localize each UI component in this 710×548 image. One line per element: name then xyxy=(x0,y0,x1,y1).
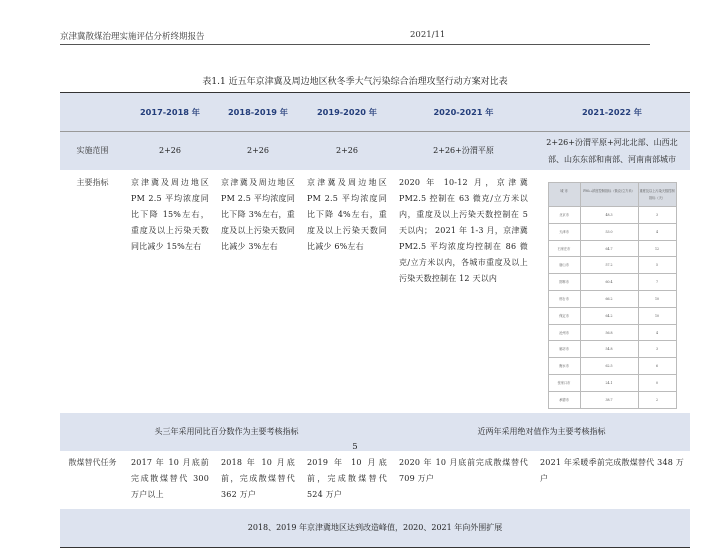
footer-note: 2018、2019 年京津冀地区达到改造峰值，2020、2021 年向外围扩展 xyxy=(60,509,690,548)
mini-header-row xyxy=(548,183,676,207)
replacement-cell: 2017 年 10 月底前完成散煤替代 300 万户以上 xyxy=(131,457,209,499)
year-header-2019: 2019-2020 年 xyxy=(301,93,393,132)
mini-table-cell: 石家庄市 xyxy=(548,240,580,257)
header-title: 京津冀散煤治理实施评估分析终期报告 xyxy=(60,32,205,42)
mini-table-cell: 10 xyxy=(638,290,676,307)
comparison-table xyxy=(60,92,690,548)
mini-table-cell: 62.5 xyxy=(580,358,638,375)
mini-table-row xyxy=(548,358,676,375)
mini-table-cell: 4 xyxy=(638,223,676,240)
year-header-2021: 2021-2022 年 xyxy=(534,93,690,132)
header-date: 2021/11 xyxy=(410,30,446,40)
mini-table-cell: 北京市 xyxy=(548,207,580,224)
mini-header-cell: 重度及以上污染天数控制指标（天） xyxy=(638,183,676,207)
mini-table-cell: 24.1 xyxy=(580,374,638,391)
mini-table-cell: 66.2 xyxy=(580,290,638,307)
mini-table-cell: 保定市 xyxy=(548,307,580,324)
mini-table-cell: 唐山市 xyxy=(548,257,580,274)
mini-table-cell: 邢台市 xyxy=(548,290,580,307)
mini-table-row xyxy=(548,341,676,358)
indicator-cell: 京津冀及周边地区 PM 2.5 平均浓度同比下降 15%左右，重度及以上污染天数同比减少 15%左右 xyxy=(131,178,209,251)
mini-table-cell: 10 xyxy=(638,307,676,324)
mini-table-row xyxy=(548,274,676,291)
replacement-cell: 2021 年采暖季前完成散煤替代 348 万户 xyxy=(540,457,684,483)
mini-table-cell: 5 xyxy=(638,257,676,274)
mini-table-cell: 54.8 xyxy=(580,341,638,358)
scope-cell: 2+26 xyxy=(215,132,301,171)
mini-table-cell: 邯郸市 xyxy=(548,274,580,291)
mini-table-cell: 2 xyxy=(638,391,676,408)
mini-table-cell: 张家口市 xyxy=(548,374,580,391)
mini-table-row xyxy=(548,290,676,307)
indicator-mini-table-cell xyxy=(534,170,690,413)
mini-table-cell: 承德市 xyxy=(548,391,580,408)
scope-cell: 2+26+汾渭平原 xyxy=(393,132,534,171)
scope-cell: 2+26 xyxy=(301,132,393,171)
row-label: 散煤替代任务 xyxy=(68,457,117,467)
mini-table-cell: 57.2 xyxy=(580,257,638,274)
scope-cell: 2+26 xyxy=(125,132,215,171)
row-label: 实施范围 xyxy=(60,132,125,171)
mini-table-cell: 3 xyxy=(638,207,676,224)
indicator-cell: 2020 年 10-12 月，京津冀 PM2.5 控制在 63 微克/立方米以内，重度及以上污染天数控制在 5 天以内； 2021 年 1-3 月，京津冀 PM2.5 平均浓度均控制在 86 微克/立方米以内，各城市重度及以上污染天数控制在 12 天以内 xyxy=(399,178,528,283)
assessment-note-left: 头三年采用同比百分数作为主要考核指标 xyxy=(60,413,393,451)
mini-header-cell: 城 市 xyxy=(548,183,580,207)
mini-table-row xyxy=(548,257,676,274)
mini-table-cell: 廊坊市 xyxy=(548,341,580,358)
indicator-cell: 京津冀及周边地区 PM 2.5 平均浓度同比下降 3%左右，重度及以上污染天数同比减少 3%左右 xyxy=(221,178,295,251)
mini-table-cell: 6 xyxy=(638,358,676,375)
mini-table-row xyxy=(548,374,676,391)
replacement-row xyxy=(60,451,690,509)
mini-table-cell: 38.7 xyxy=(580,391,638,408)
year-header-2017: 2017-2018 年 xyxy=(125,93,215,132)
running-header xyxy=(60,30,650,45)
mini-table-cell: 48.3 xyxy=(580,207,638,224)
mini-table-cell: 64.7 xyxy=(580,240,638,257)
replacement-cell: 2019 年 10 月底前，完成散煤替代 524 万户 xyxy=(307,457,387,499)
mini-table-cell: 沧州市 xyxy=(548,324,580,341)
year-header-2020: 2020-2021 年 xyxy=(393,93,534,132)
corner-cell xyxy=(60,93,125,132)
mini-table-cell: 60.4 xyxy=(580,274,638,291)
table-caption: 表1.1 近五年京津冀及周边地区秋冬季大气污染综合治理攻坚行动方案对比表 xyxy=(202,77,508,87)
row-label: 主要指标 xyxy=(76,178,109,187)
mini-table-row xyxy=(548,307,676,324)
year-header-2018: 2018-2019 年 xyxy=(215,93,301,132)
mini-table-row xyxy=(548,391,676,408)
city-target-table xyxy=(548,182,677,409)
mini-table-cell: 4 xyxy=(638,324,676,341)
mini-table-row xyxy=(548,240,676,257)
mini-table-row xyxy=(548,207,676,224)
mini-table-cell: 56.8 xyxy=(580,324,638,341)
indicators-row xyxy=(60,170,690,413)
replacement-cell: 2018 年 10 月底前，完成散煤替代 362 万户 xyxy=(221,457,295,499)
indicator-cell: 京津冀及周边地区 PM 2.5 平均浓度同比下降 4%左右，重度及以上污染天数同比减少 6%左右 xyxy=(307,178,387,251)
scope-row xyxy=(60,132,690,171)
scope-cell: 2+26+汾渭平原+河北北部、山西北部、山东东部和南部、河南南部城市 xyxy=(534,132,690,171)
mini-table-cell: 12 xyxy=(638,240,676,257)
replacement-cell: 2020 年 10 月底前完成散煤替代 709 万户 xyxy=(399,457,528,483)
mini-table-row xyxy=(548,223,676,240)
year-header-row xyxy=(60,93,690,132)
footer-note-row xyxy=(60,509,690,548)
mini-table-cell: 3 xyxy=(638,341,676,358)
mini-table-cell: 天津市 xyxy=(548,223,580,240)
mini-table-cell: 7 xyxy=(638,274,676,291)
assessment-note-right: 近两年采用绝对值作为主要考核指标 xyxy=(393,413,690,451)
page-number: 5 xyxy=(352,442,358,452)
mini-table-cell: 64.2 xyxy=(580,307,638,324)
mini-table-cell: 53.0 xyxy=(580,223,638,240)
mini-table-cell: 衡水市 xyxy=(548,358,580,375)
mini-table-cell: 0 xyxy=(638,374,676,391)
mini-header-cell: PM₂.₅浓度控制指标（微克/立方米） xyxy=(580,183,638,207)
mini-table-row xyxy=(548,324,676,341)
